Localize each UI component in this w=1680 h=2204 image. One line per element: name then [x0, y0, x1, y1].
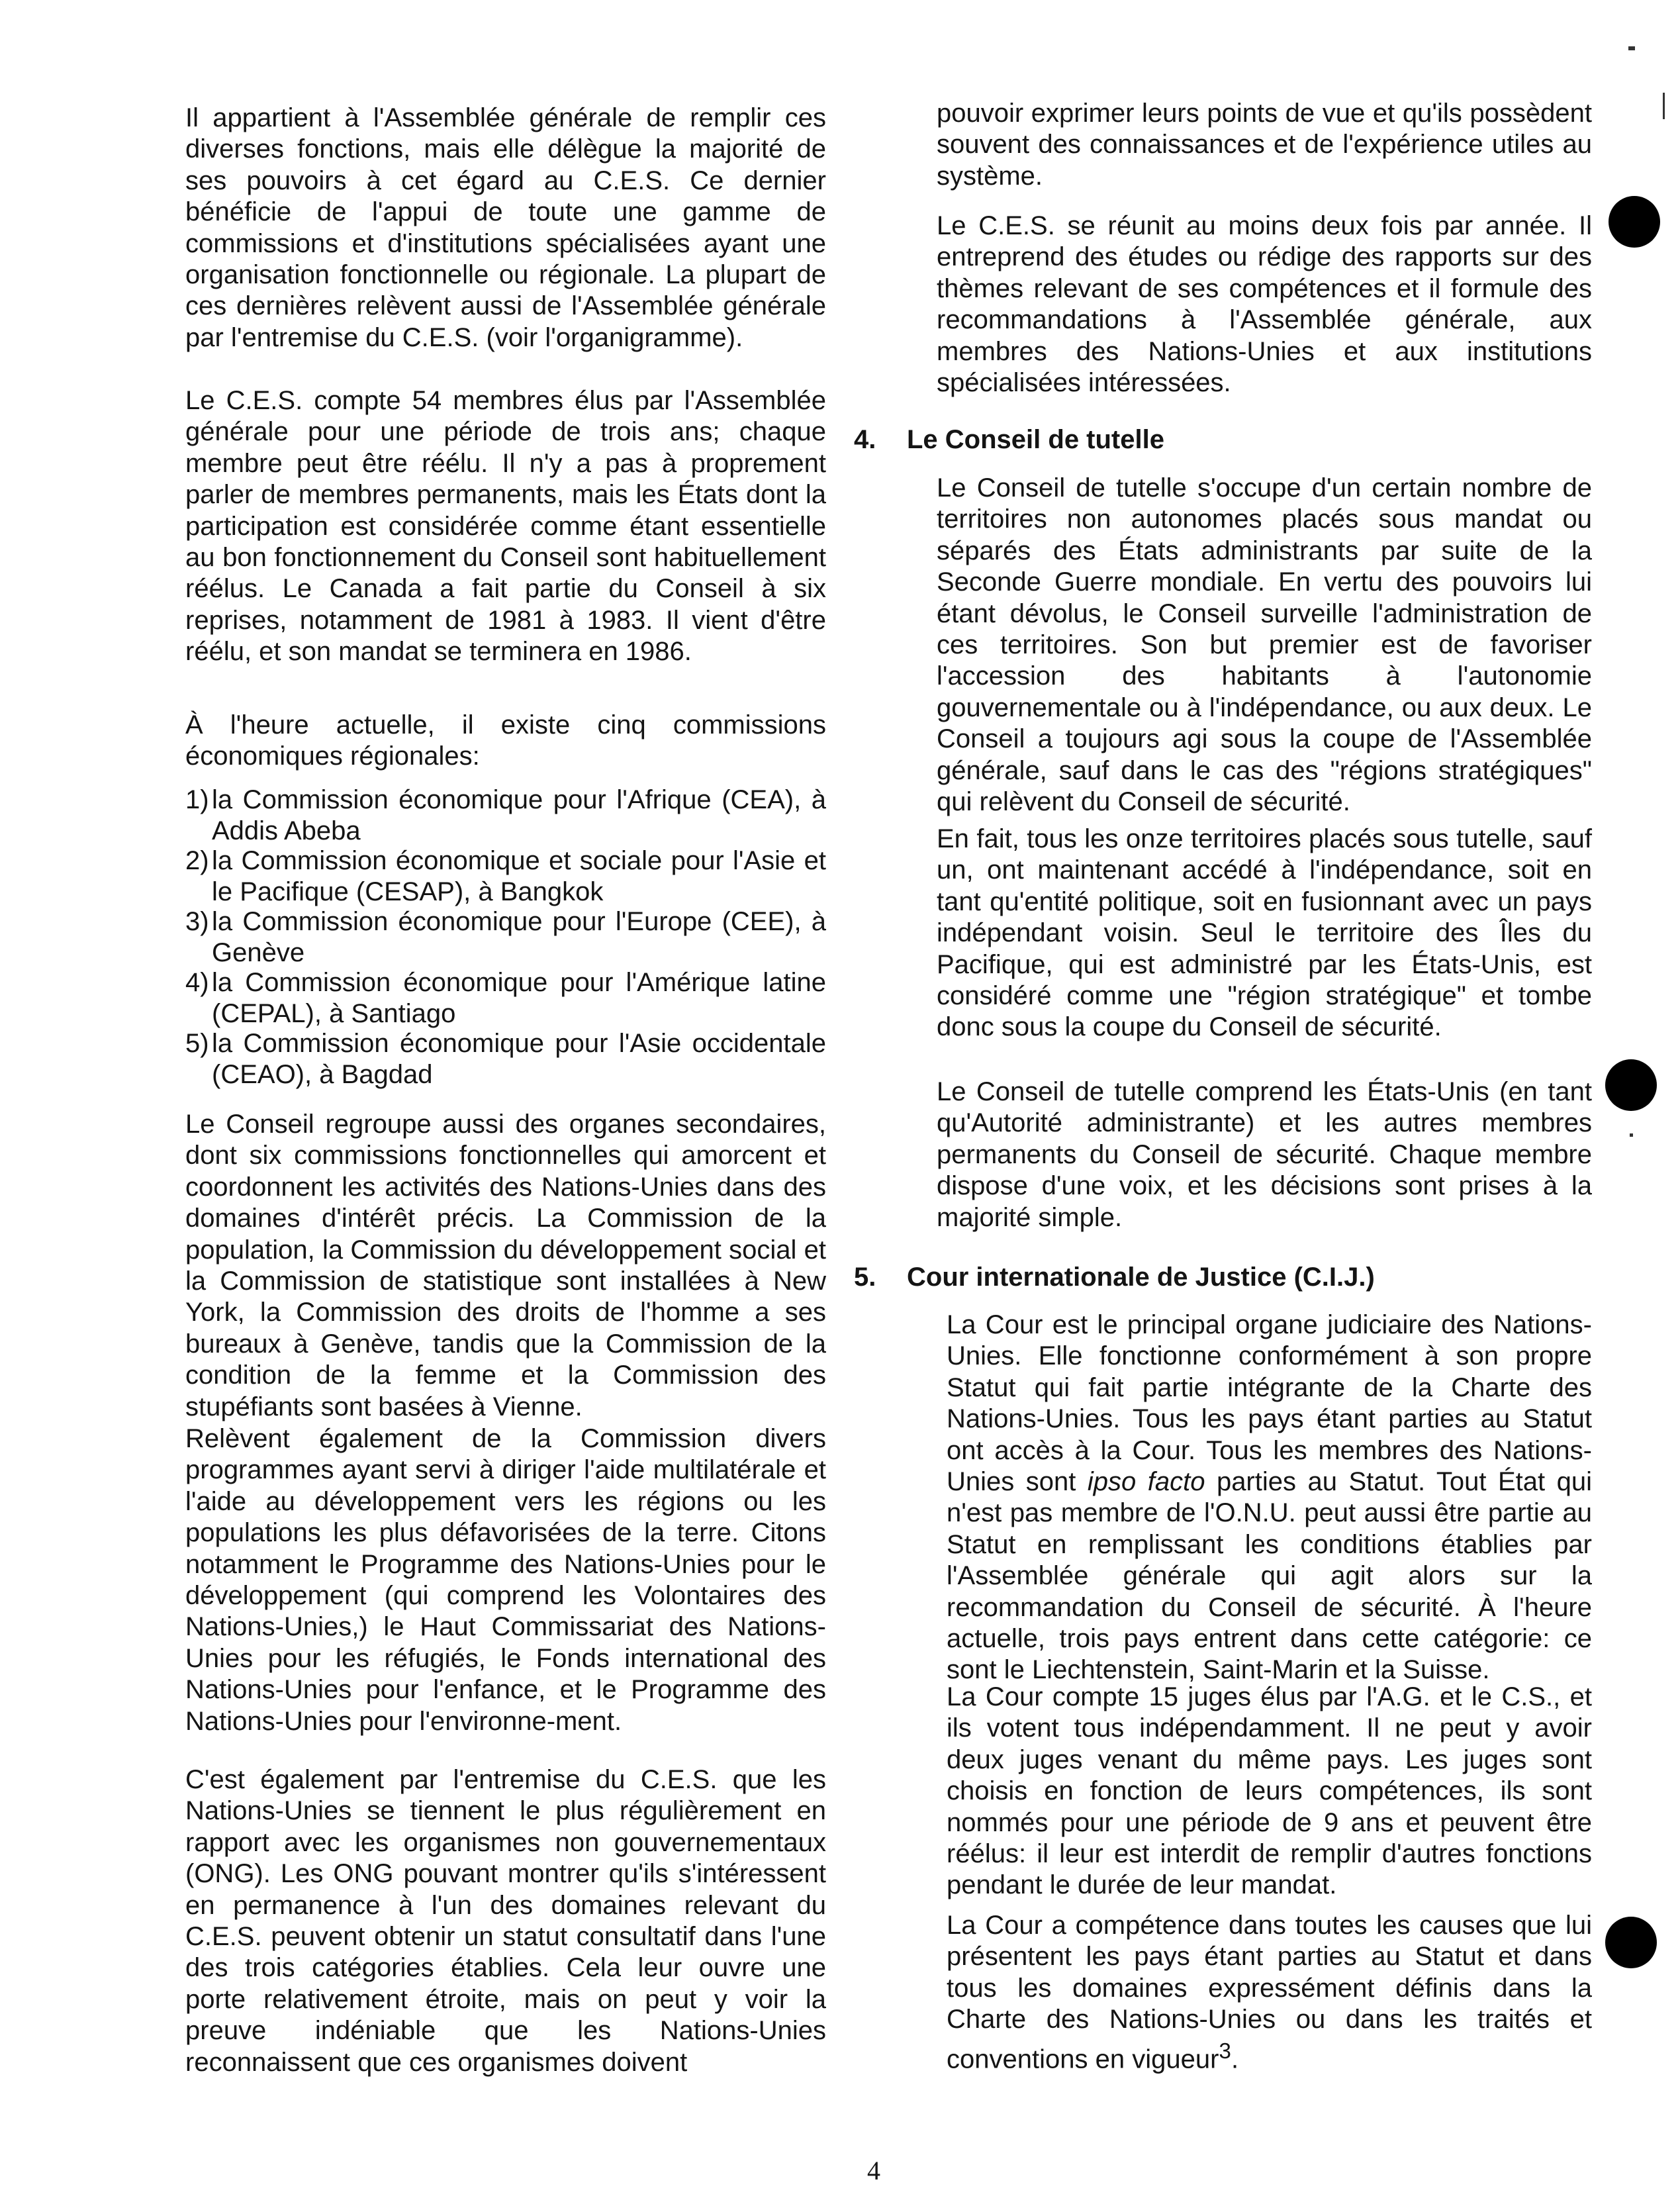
paragraph: La Cour est le principal organe judiciaire des Nations-Unies. Elle fonctionne conformément à son propre Statut qui fait partie intégrante de la Charte des Nations-Unies. Tous les pays étant parties au Statut ont accès à la Cour. Tous les membres des Nations-Unies sont ipso facto parties au Statut. Tout État qui n'est pas membre de l'O.N.U. peut aussi être partie au Statut en remplissant les conditions établies par l'Assemblée générale qui agit alors sur la recommandation du Conseil de sécurité. À l'heure actuelle, trois pays entrent dans cette catégorie: ce sont le Liechtenstein, Saint-Marin et la Suisse.	[947, 1310, 1592, 1685]
list-number: 3)	[185, 907, 209, 936]
list-number: 5)	[185, 1029, 209, 1058]
scan-speck	[1630, 1133, 1633, 1137]
italic-term: ipso facto	[1087, 1467, 1205, 1497]
paragraph: Le C.E.S. compte 54 membres élus par l'Assemblée générale pour une période de trois ans; chaque membre peut être réélu. Il n'y a pas à proprement parler de membres permanents, mais les États dont la participation est considérée comme étant essentielle au bon fonctionnement du Conseil sont habituellement réélus. Le Canada a fait partie du Conseil à six reprises, notamment de 1981 à 1983. Il vient d'être réélu, et son mandat se terminera en 1986.	[185, 386, 826, 667]
section-heading	[854, 1261, 1592, 1293]
scan-speck	[1663, 93, 1665, 119]
page-number: 4	[867, 2156, 880, 2185]
paragraph: Le Conseil de tutelle comprend les États-Unis (en tant qu'Autorité administrante) et les autres membres permanents du Conseil de sécurité. Chaque membre dispose d'une voix, et les décisions sont prises à la majorité simple.	[937, 1077, 1592, 1232]
paragraph: Le C.E.S. se réunit au moins deux fois par année. Il entreprend des études ou rédige des rapports sur des thèmes relevant de ses compétences et il formule des recommandations à l'Assemblée générale, aux membres des Nations-Unies et aux institutions spécialisées intéressées.	[937, 211, 1592, 398]
paragraph: En fait, tous les onze territoires placés sous tutelle, sauf un, ont maintenant accédé à l'indépendance, soit en tant qu'entité politique, soit en fusionnant avec un pays indépendant voisin. Seul le territoire des Îles du Pacifique, qui est administré par les États-Unis, est considéré comme une "région stratégique" et tombe donc sous la coupe du Conseil de sécurité.	[937, 824, 1592, 1042]
punch-hole	[1605, 1917, 1657, 1968]
list-text: la Commission économique pour l'Afrique (CEA), à Addis Abeba	[212, 785, 826, 846]
paragraph: pouvoir exprimer leurs points de vue et qu'ils possèdent souvent des connaissances et de l'expérience utiles au système.	[937, 99, 1592, 191]
section-title: Le Conseil de tutelle	[907, 425, 1164, 454]
punch-hole	[1605, 1059, 1657, 1111]
punch-hole	[1609, 196, 1660, 248]
section-number: 5.	[854, 1263, 876, 1292]
paragraph: Le Conseil de tutelle s'occupe d'un certain nombre de territoires non autonomes placés sous mandat ou séparés des États administrants par suite de la Seconde Guerre mondiale. En vertu des pouvoirs lui étant dévolus, le Conseil surveille l'administration de ces territoires. Son but premier est de favoriser l'accession des habitants à l'autonomie gouvernementale ou à l'indépendance, ou aux deux. Le Conseil a toujours agi sous la coupe de l'Assemblée générale, sauf dans le cas des "régions stratégiques" qui relèvent du Conseil de sécurité.	[937, 473, 1592, 817]
list-text: la Commission économique et sociale pour l'Asie et le Pacifique (CESAP), à Bangkok	[212, 846, 826, 907]
section-number: 4.	[854, 425, 876, 454]
paragraph: Relèvent également de la Commission divers programmes ayant servi à diriger l'aide multilatérale et l'aide au développement vers les régions ou les populations les plus défavorisées de la terre. Citons notamment le Programme des Nations-Unies pour le développement (qui comprend les Volontaires des Nations-Unies,) le Haut Commissariat des Nations-Unies pour les réfugiés, le Fonds international des Nations-Unies pour l'enfance, et le Programme des Nations-Unies pour l'environne-ment.	[185, 1424, 826, 1736]
paragraph: Le Conseil regroupe aussi des organes secondaires, dont six commissions fonctionnelles qui amorcent et coordonnent les activités des Nations-Unies dans des domaines d'intérêt précis. La Commission de la population, la Commission du développement social et la Commission de statistique sont installées à New York, la Commission des droits de l'homme a ses bureaux à Genève, tandis que la Commission de la condition de la femme et la Commission des stupéfiants sont basées à Vienne.	[185, 1110, 826, 1421]
section-title: Cour internationale de Justice (C.I.J.)	[907, 1263, 1375, 1292]
paragraph: C'est également par l'entremise du C.E.S. que les Nations-Unies se tiennent le plus régulièrement en rapport avec les organismes non gouvernementaux (ONG). Les ONG pouvant montrer qu'ils s'intéressent en permanence à l'un des domaines relevant du C.E.S. peuvent obtenir un statut consultatif dans l'une des trois catégories établies. Cela leur ouvre une porte relativement étroite, mais on peut y voir la preuve indéniable que les Nations-Unies reconnaissent que ces organismes doivent	[185, 1765, 826, 2077]
section-heading	[854, 424, 1592, 455]
paragraph: À l'heure actuelle, il existe cinq commissions économiques régionales:	[185, 710, 826, 771]
list-text: la Commission économique pour l'Asie occidentale (CEAO), à Bagdad	[212, 1029, 826, 1090]
footnote-marker: 3	[1219, 2038, 1231, 2064]
list-number: 4)	[185, 968, 209, 997]
scan-speck	[1628, 46, 1635, 50]
paragraph: La Cour a compétence dans toutes les causes que lui présentent les pays étant parties au Statut et dans tous les domaines expressément définis dans la Charte des Nations-Unies ou dans les traités et conventions en vigueur$^3$.	[947, 1911, 1592, 2074]
list-text: la Commission économique pour l'Amérique latine (CEPAL), à Santiago	[212, 968, 826, 1029]
paragraph: La Cour compte 15 juges élus par l'A.G. et le C.S., et ils votent tous indépendamment. Il ne peut y avoir deux juges venant du même pays. Les juges sont choisis en fonction de leurs compétences, ils sont nommés pour une période de 9 ans et peuvent être réélus: il leur est interdit de remplir d'autres fonctions pendant le durée de leur mandat.	[947, 1682, 1592, 1900]
list-number: 2)	[185, 846, 209, 875]
paragraph: Il appartient à l'Assemblée générale de remplir ces diverses fonctions, mais elle délègue la majorité de ses pouvoirs à cet égard au C.E.S. Ce dernier bénéficie de l'appui de toute une gamme de commissions et d'institutions spécialisées ayant une organisation fonctionnelle ou régionale. La plupart de ces dernières relèvent aussi de l'Assemblée générale par l'entremise du C.E.S. (voir l'organigramme).	[185, 103, 826, 352]
list-number: 1)	[185, 785, 209, 814]
list-text: la Commission économique pour l'Europe (CEE), à Genève	[212, 907, 826, 968]
